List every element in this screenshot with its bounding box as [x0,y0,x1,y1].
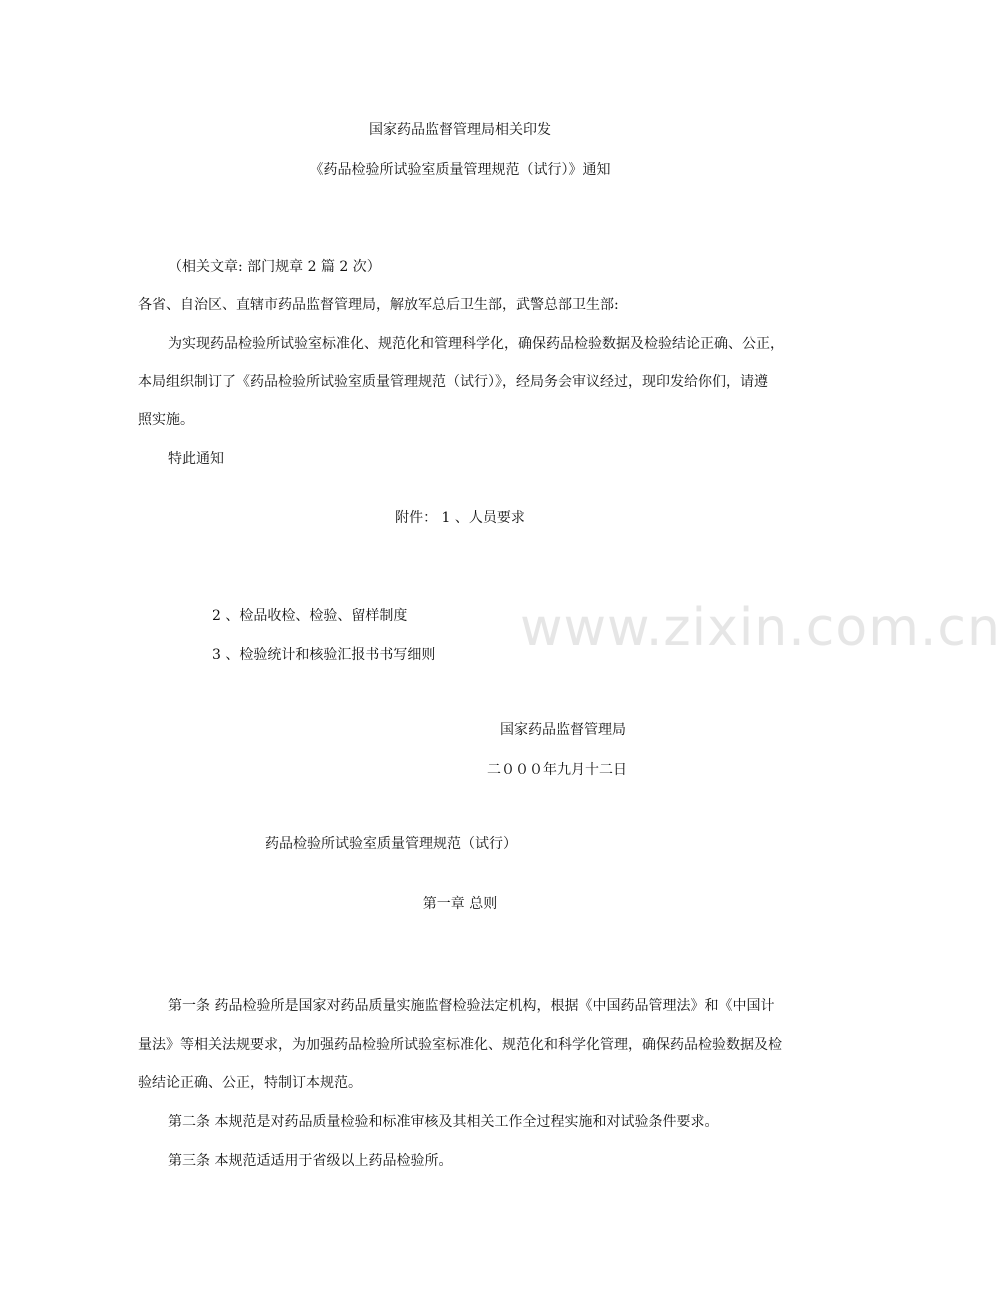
attachment-item-2: 2 、检品收检、检验、留样制度 [212,608,408,624]
addressee-line: 各省、自治区、直辖市药品监督管理局，解放军总后卫生部，武警总部卫生部: [138,297,619,313]
document-title-line1: 国家药品监督管理局相关印发 [369,122,551,138]
chapter-heading: 第一章 总则 [422,896,498,912]
signature-organization: 国家药品监督管理局 [500,722,626,738]
article1-line3: 验结论正确、公正，特制订本规范。 [138,1075,362,1091]
notice-closing: 特此通知 [168,451,224,467]
document-title-line2: 《药品检验所试验室质量管理规范（试行）》通知 [309,162,611,178]
regulation-title: 药品检验所试验室质量管理规范（试行） [265,836,517,852]
notice-body-line3: 照实施。 [138,412,194,428]
article1-line1: 第一条 药品检验所是国家对药品质量实施监督检验法定机构，根据《中国药品管理法》和《中国计 [168,998,775,1014]
signature-date: 二０００年九月十二日 [487,762,627,778]
related-articles: （相关文章: 部门规章 2 篇 2 次） [168,259,381,275]
attachment-item-3: 3 、检验统计和核验汇报书书写细则 [212,647,436,663]
notice-body-line1: 为实现药品检验所试验室标准化、规范化和管理科学化，确保药品检验数据及检验结论正确、公正， [168,336,784,352]
watermark: www.zixin.com.cn [520,598,1001,658]
article3: 第三条 本规范适适用于省级以上药品检验所。 [168,1153,453,1169]
article1-line2: 量法》等相关法规要求，为加强药品检验所试验室标准化、规范化和科学化管理，确保药品检验数据及检 [138,1037,782,1053]
notice-body-line2: 本局组织制订了《药品检验所试验室质量管理规范（试行）》，经局务会审议经过，现印发给你们，请遵 [138,374,768,390]
article2: 第二条 本规范是对药品质量检验和标准审核及其相关工作全过程实施和对试验条件要求。 [168,1114,719,1130]
attachment-item-1: 附件： 1 、人员要求 [395,510,525,526]
